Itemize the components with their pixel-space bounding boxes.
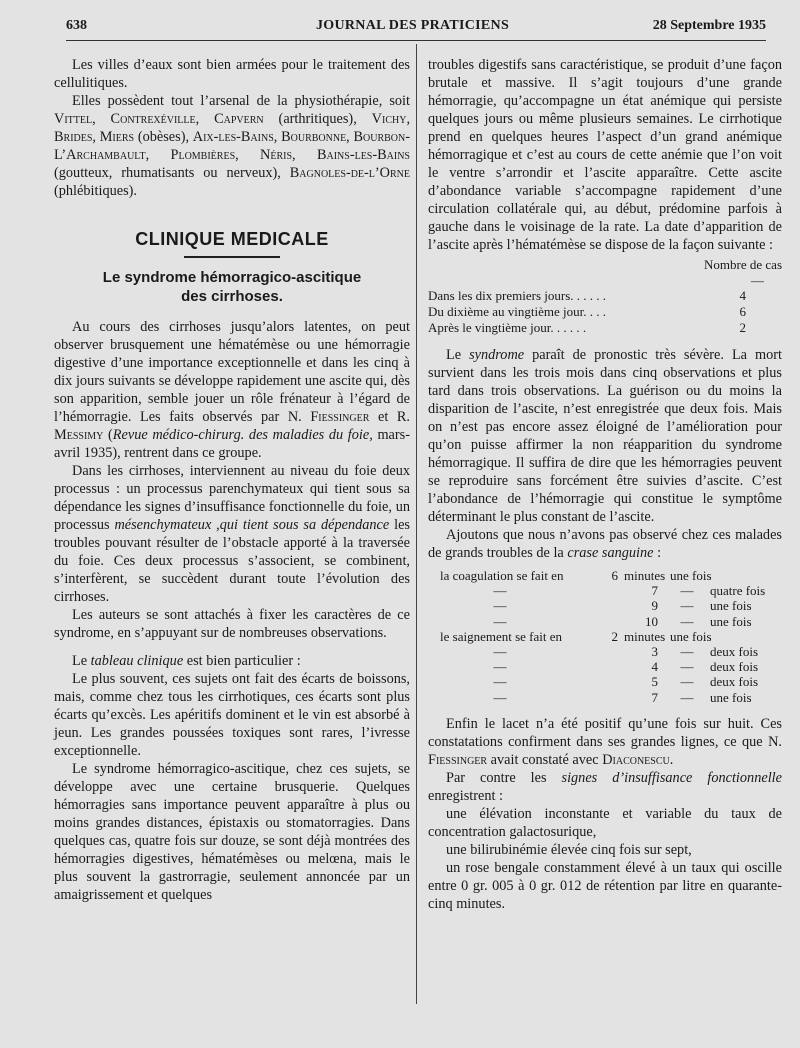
table-row: Du dixième au vingtième jour. . . . 6 <box>428 304 746 319</box>
paragraph-continuation: troubles digestifs sans caractéristique, se produit d’une façon brutale et massive. Il s’agit toujours d’une grande hémorragie, qu’accompagne un état anémique qui persiste quelques jours ou même plusieurs semaines. Le cirrhotique prend en quelques heures l’aspect d’un grand anémique hémorragique et c’est au cours de cette anémie que l’on voit le ventre s’arrondir et l’ascite apparaître. Cette ascite d’abondance variable s’accompagne rapidement d’une circulation collatérale qui, au début, prédomine parfois à gauche dans le voisinage de la rate. La date d’apparition de l’ascite après l’hématémèse se dispose de la façon suivante : <box>428 57 782 253</box>
paragraph-onset: Le syndrome hémorragico-ascitique, chez ces sujets, se développe avec une certaine brusquerie. Quelques hémorragies sans importance peuvent apparaître à plus ou moins grandes distances, épistaxis ou stomatorragies. Dans quelques cas, quatre fois sur douze, se sont déjà montrées des hémorragies digestives, hématémèses ou melœna, mais le plus souvent la gastrorragie, seulement annoncée par un amaigrissement et quelques <box>54 761 410 903</box>
coagulation-table <box>440 568 782 705</box>
paragraph-processes: Dans les cirrhoses, interviennent au niveau du foie deux processus : un processus parenchymateux qui tient sous sa dépendance les signes d’insuffisance fonctionnelle du foie, un processus mésenchymateux ,qui tient sous sa dépendance les troubles pouvant résulter de l’obstacle apporté à la traversée du foie. Ces deux processus s’associent, se combinent, s’interfèrent, se succèdent durant toute l’évolution des cirrhoses. <box>54 463 410 605</box>
coag-row: — 5 — deux fois <box>493 674 759 690</box>
paragraph-rose-bengale: un rose bengale constamment élevé à un taux qui oscille entre 0 gr. 005 à 0 gr. 012 de rétention par litre en quarante-cinq minutes. <box>428 859 782 912</box>
journal-title: JOURNAL DES PRATICIENS <box>316 18 510 33</box>
paragraph-spa-intro: Les villes d’eaux sont bien armées pour le traitement des cellulitiques. <box>54 57 410 91</box>
section-rule <box>184 256 280 258</box>
coag-row: — 4 — deux fois <box>493 659 759 675</box>
paragraph-clinical-heading: Le tableau clinique est bien particulier : <box>72 653 301 669</box>
coag-row: la coagulation se fait en 6 minutes une fois <box>440 568 712 583</box>
page-number: 638 <box>66 18 87 33</box>
table-header: Nombre de cas <box>704 257 782 272</box>
coag-row: — 10 — une fois <box>493 613 752 629</box>
article-title: Le syndrome hémorragico-ascitique des cirrhoses. <box>102 269 362 305</box>
page-header <box>66 14 766 41</box>
paragraph-spa-list: Elles possèdent tout l’arsenal de la physiothérapie, soit Vittel, Contrexéville, Capvern (arthritiques), Vichy, Brides, Miers (obèses), Aix-les-Bains, Bourbonne, Bourbon-L’Archambault, Plombières, Néris, Bains-les-Bains (goutteux, rhumatisants ou nerveux), Bagnoles-de-l’Orne (phlébitiques). <box>54 93 411 199</box>
paragraph-insufficiency: Par contre les signes d’insuffisance fonctionnelle enregistrent : <box>428 769 782 804</box>
column-divider <box>416 44 417 1004</box>
table-header-dash: — <box>751 273 764 288</box>
table-row: Après le vingtième jour. . . . . . 2 <box>428 320 746 335</box>
paragraph-authors: Les auteurs se sont attachés à fixer les caractères de ce syndrome, en s’appuyant sur de nombreuses observations. <box>54 607 410 641</box>
paragraph-prognosis: Le syndrome paraît de pronostic très sévère. La mort survient dans les trois mois dans cinq observations et plus tard dans trois observations. La guérison ou du moins la disparition de l’ascite, n’est enregistrée que deux fois. Mais on n’est pas encore assez éloigné de l’amélioration pour qu’on puisse affirmer la non réapparition du syndrome hémorragique. Il suffira de dire que les hémorragies peuvent se reproduire sans forcément être suivies d’ascite. C’est l’abondance de l’hémorragie qui constitue le symptôme déterminant le plus constant de l’ascite. <box>428 347 783 525</box>
paragraph-bilirubin: une bilirubinémie élevée cinq fois sur sept, <box>446 841 692 858</box>
table-row: Dans les dix premiers jours. . . . . . 4 <box>428 288 746 303</box>
coag-row: le saignement se fait en 2 minutes une fois <box>440 628 712 644</box>
paragraph-lacet: Enfin le lacet n’a été positif qu’une fois sur huit. Ces constatations confirment dans ses grandes lignes, ce que N. Fiessinger avait constaté avec Diaconescu. <box>428 715 782 768</box>
paragraph-crase: Ajoutons que nous n’avons pas observé chez ces malades de grands troubles de la crase sanguine : <box>428 527 782 561</box>
paragraph-galactosuria: une élévation inconstante et variable du taux de concentration galactosurique, <box>428 805 782 840</box>
right-column <box>428 56 782 913</box>
left-column <box>54 56 410 904</box>
issue-date: 28 Septembre 1935 <box>652 18 766 33</box>
paragraph-intro: Au cours des cirrhoses jusqu’alors latentes, on peut observer brusquement une hématémèse ou une hémorragie digestive d’une importance exceptionnelle et dans les cinq à dix jours suivants se développe rapidement une ascite qui, dès son apparition, semble jouer un rôle frénateur à l’égard de l’hémorragie. Les faits observés par N. Fiessinger et R. Messimy (Revue médico-chirurg. des maladies du foie, mars-avril 1935), rentrent dans ce groupe. <box>54 319 410 461</box>
paragraph-habits: Le plus souvent, ces sujets ont fait des écarts de boissons, mais, comme chez tous les cirrhotiques, ces écarts sont plus écarts qu’excès. Les apéritifs dominent et le vin est absorbé à jeun. Les grandes poussées toxiques sont rares, l’ivresse exceptionnelle. <box>54 671 410 759</box>
coag-row: — 7 — quatre fois <box>493 583 766 599</box>
coag-row: — 7 — une fois <box>493 689 752 705</box>
ascite-table <box>428 288 782 336</box>
coag-row: — 9 — une fois <box>493 598 752 614</box>
section-title: CLINIQUE MEDICALE <box>135 229 329 249</box>
coag-row: — 3 — deux fois <box>493 644 759 660</box>
